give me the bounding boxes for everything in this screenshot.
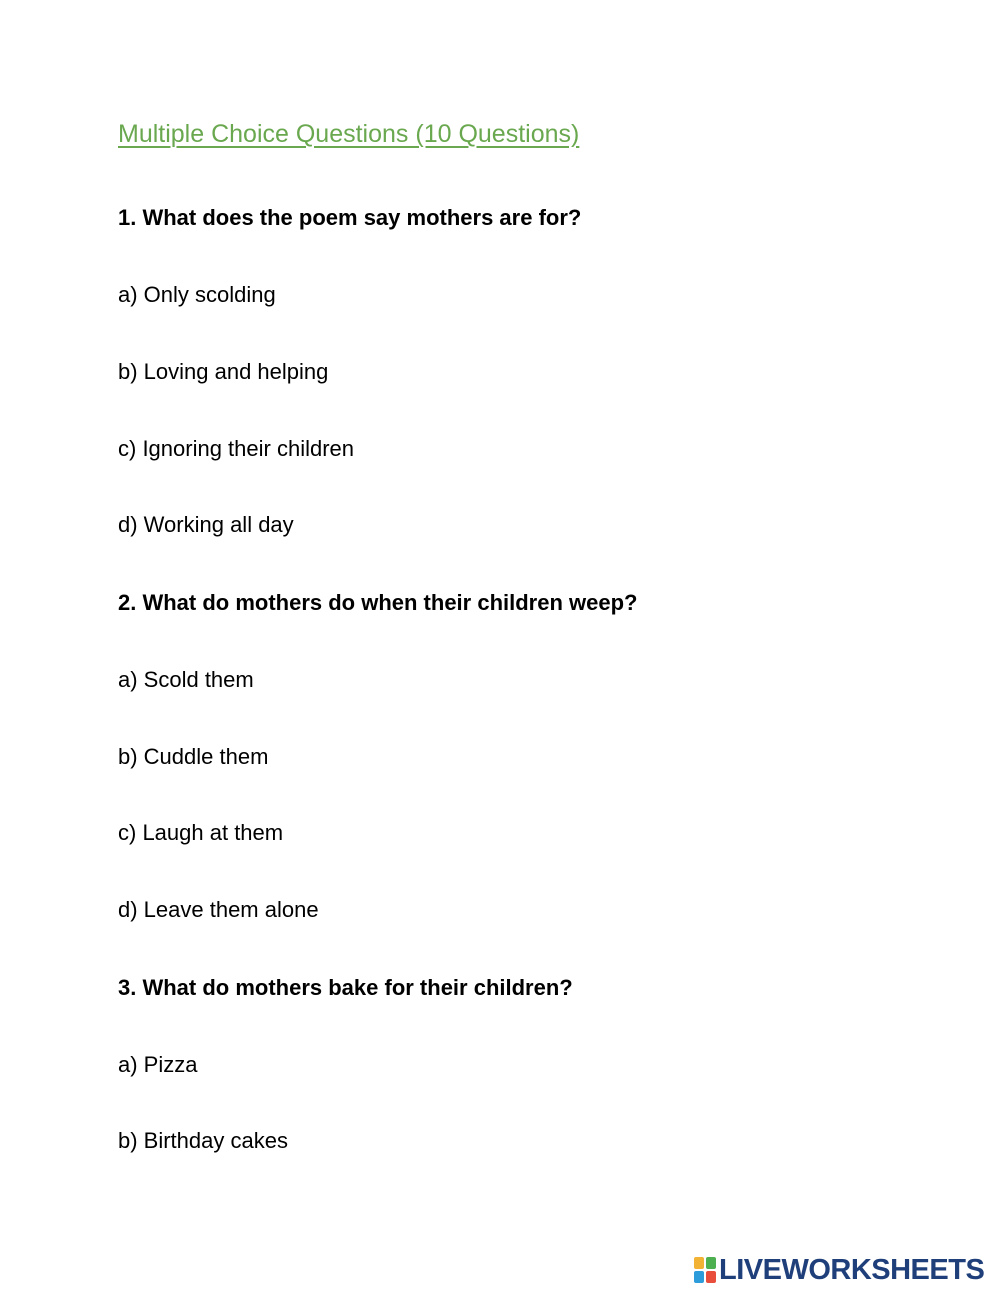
question-1-option-b: b) Loving and helping (118, 359, 329, 384)
logo-square-1 (694, 1257, 704, 1269)
question-1-option-a: a) Only scolding (118, 282, 276, 307)
page-title: Multiple Choice Questions (10 Questions) (118, 120, 580, 148)
logo-square-2 (706, 1257, 716, 1269)
question-1-option-d: d) Working all day (118, 512, 294, 537)
question-2-option-a: a) Scold them (118, 667, 254, 692)
question-3-option-a: a) Pizza (118, 1052, 198, 1077)
question-1: 1. What does the poem say mothers are for? (118, 205, 582, 230)
question-2-option-b: b) Cuddle them (118, 744, 269, 769)
question-3: 3. What do mothers bake for their children? (118, 975, 573, 1000)
liveworksheets-logo-icon (694, 1257, 716, 1283)
question-2-option-d: d) Leave them alone (118, 897, 319, 922)
question-2-option-c: c) Laugh at them (118, 820, 284, 845)
question-1-option-c: c) Ignoring their children (118, 436, 355, 461)
question-2: 2. What do mothers do when their children weep? (118, 590, 638, 615)
logo-text: LIVEWORKSHEETS (719, 1253, 985, 1286)
logo-square-3 (694, 1271, 704, 1283)
liveworksheets-logo (694, 1253, 984, 1287)
logo-square-4 (706, 1271, 716, 1283)
question-3-option-b: b) Birthday cakes (118, 1128, 288, 1153)
